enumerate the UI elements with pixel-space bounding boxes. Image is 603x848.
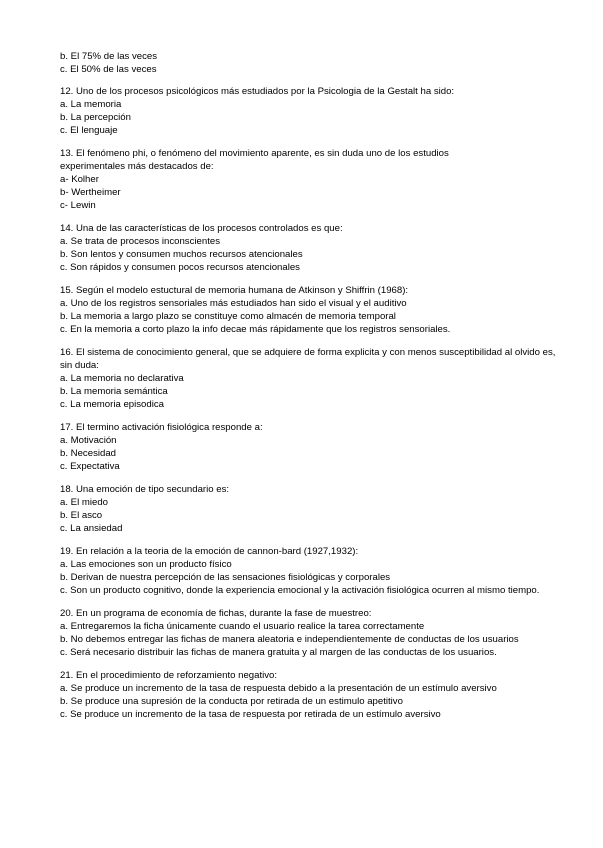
option-a: a. El miedo [60, 497, 108, 508]
question-stem: 12. Uno de los procesos psicológicos más estudiados por la Psicologia de la Gestalt ha sido: [60, 86, 455, 97]
question-18 [60, 483, 560, 535]
option-b: b. Se produce una supresión de la conducta por retirada de un estimulo apetitivo [60, 696, 403, 707]
option-a: a. Se produce un incremento de la tasa de respuesta debido a la presentación de un estímulo aversivo [60, 683, 497, 694]
option-b: b. La memoria semántica [60, 386, 168, 397]
option-a: a. Uno de los registros sensoriales más estudiados han sido el visual y el auditivo [60, 298, 407, 309]
option-b: b. Son lentos y consumen muchos recursos atencionales [60, 249, 303, 260]
question-stem: 14. Una de las características de los procesos controlados es que: [60, 223, 343, 234]
option-c: c. El 50% de las veces [60, 64, 157, 75]
option-c: c. En la memoria a corto plazo la info decae más rápidamente que los registros sensoriales. [60, 324, 451, 335]
option-b: b. La memoria a largo plazo se constituye como almacén de memoria temporal [60, 311, 396, 322]
option-c: c. El lenguaje [60, 125, 118, 136]
question-12 [60, 85, 560, 137]
option-c: c. La ansiedad [60, 523, 123, 534]
option-a: a. Entregaremos la ficha únicamente cuando el usuario realice la tarea correctamente [60, 621, 425, 632]
option-c: c. Expectativa [60, 461, 120, 472]
option-a: a. Se trata de procesos inconscientes [60, 236, 220, 247]
question-stem: 17. El termino activación fisiológica responde a: [60, 422, 263, 433]
question-stem: 19. En relación a la teoria de la emoción de cannon-bard (1927,1932): [60, 546, 359, 557]
question-21 [60, 669, 560, 721]
question-16 [60, 346, 560, 411]
question-11-tail [60, 50, 560, 76]
option-b: b. El 75% de las veces [60, 51, 158, 62]
option-b: b- Wertheimer [60, 187, 121, 198]
option-b: b. La percepción [60, 112, 131, 123]
question-20 [60, 607, 560, 659]
question-stem: 21. En el procedimiento de reforzamiento negativo: [60, 670, 278, 681]
question-stem: 13. El fenómeno phi, o fenómeno del movimiento aparente, es sin duda uno de los estudios experimentales más destacados de: [60, 148, 449, 172]
question-14 [60, 222, 560, 274]
option-c: c. Son un producto cognitivo, donde la experiencia emocional y la activación fisiológica ocurren al mismo tiempo. [60, 585, 540, 596]
option-c: c- Lewin [60, 200, 96, 211]
question-19 [60, 545, 560, 597]
option-a: a. La memoria no declarativa [60, 373, 184, 384]
question-stem: 20. En un programa de economía de fichas, durante la fase de muestreo: [60, 608, 372, 619]
option-a: a. La memoria [60, 99, 122, 110]
questions-list [60, 50, 560, 731]
option-b: b. Necesidad [60, 448, 116, 459]
question-15 [60, 284, 560, 336]
option-a: a- Kolher [60, 174, 99, 185]
option-c: c. Se produce un incremento de la tasa de respuesta por retirada de un estímulo aversivo [60, 709, 441, 720]
option-c: c. La memoria episodica [60, 399, 164, 410]
question-13 [60, 147, 560, 212]
option-b: b. No debemos entregar las fichas de manera aleatoria e independientemente de conductas de los usuarios [60, 634, 519, 645]
option-c: c. Será necesario distribuir las fichas de manera gratuita y al margen de las conductas de los usuarios. [60, 647, 497, 658]
option-b: b. Derivan de nuestra percepción de las sensaciones fisiológicas y corporales [60, 572, 391, 583]
question-stem: 18. Una emoción de tipo secundario es: [60, 484, 230, 495]
question-17 [60, 421, 560, 473]
question-stem: 15. Según el modelo estuctural de memoria humana de Atkinson y Shiffrin (1968): [60, 285, 409, 296]
option-a: a. Motivación [60, 435, 117, 446]
option-c: c. Son rápidos y consumen pocos recursos atencionales [60, 262, 300, 273]
option-a: a. Las emociones son un producto físico [60, 559, 232, 570]
option-b: b. El asco [60, 510, 103, 521]
question-stem: 16. El sistema de conocimiento general, que se adquiere de forma explicita y con menos susceptibilidad al olvido es, sin duda: [60, 347, 556, 371]
